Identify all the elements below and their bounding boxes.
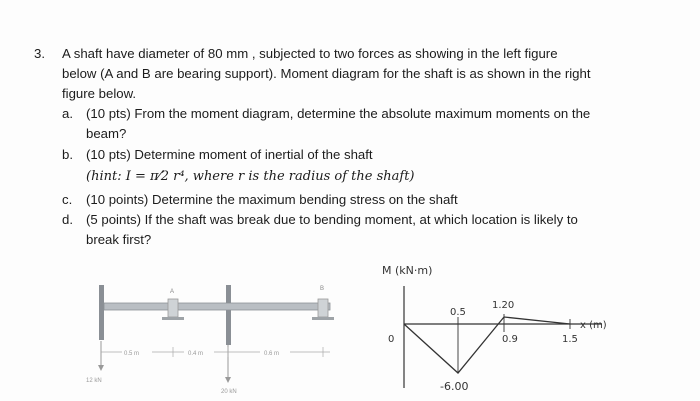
part-b-letter: b. [62, 147, 73, 162]
left-pulley [99, 285, 104, 340]
m-120-label: 1.20 [492, 300, 515, 311]
dim-2-label: 0.4 m [188, 351, 204, 357]
part-c-line-1: (10 points) Determine the maximum bending stress on the shaft [86, 192, 458, 207]
shaft-figure [80, 275, 340, 395]
dim-1-label: 0.5 m [124, 351, 140, 357]
m-neg600-label: -6.00 [440, 380, 469, 393]
force-1-label: 12 kN [86, 378, 102, 384]
part-a-line-2: beam? [86, 126, 127, 141]
part-b-hint: (hint: I = π⁄2 r⁴, where r is the radius of the shaft) [86, 169, 415, 184]
question-number: 3. [34, 46, 45, 61]
x-05-label: 0.5 [450, 307, 466, 318]
bearing-a [168, 299, 178, 317]
force-2-label: 20 kN [221, 389, 237, 395]
part-a-letter: a. [62, 106, 73, 121]
support-b-label: B [320, 286, 325, 292]
intro-line-2: below (A and B are bearing support). Moment diagram for the shaft is as shown in the right [62, 66, 591, 81]
moment-diagram [370, 262, 670, 397]
part-a-line-1: (10 pts) From the moment diagram, determine the absolute maximum moments on the [86, 106, 591, 121]
part-c-letter: c. [62, 192, 73, 207]
part-d-line-2: break first? [86, 232, 152, 247]
part-d-line-1: (5 points) If the shaft was break due to bending moment, at which location is likely to [86, 212, 578, 227]
x-15-label: 1.5 [562, 334, 578, 345]
moment-axis-title: M (kN·m) [382, 264, 433, 277]
intro-line-1: A shaft have diameter of 80 mm , subjected to two forces as showing in the left figure [62, 46, 558, 61]
bearing-b [318, 299, 328, 317]
part-d-letter: d. [62, 212, 73, 227]
x-axis-label: x (m) [580, 320, 607, 331]
shaft [104, 303, 330, 310]
origin-label: 0 [388, 334, 395, 345]
dim-3-label: 0.6 m [264, 351, 280, 357]
support-a-label: A [170, 289, 175, 295]
intro-line-3: figure below. [62, 86, 137, 101]
part-b-line-1: (10 pts) Determine moment of inertial of the shaft [86, 147, 373, 162]
moment-curve [404, 317, 570, 373]
middle-pulley [226, 285, 231, 345]
x-09-label: 0.9 [502, 334, 518, 345]
